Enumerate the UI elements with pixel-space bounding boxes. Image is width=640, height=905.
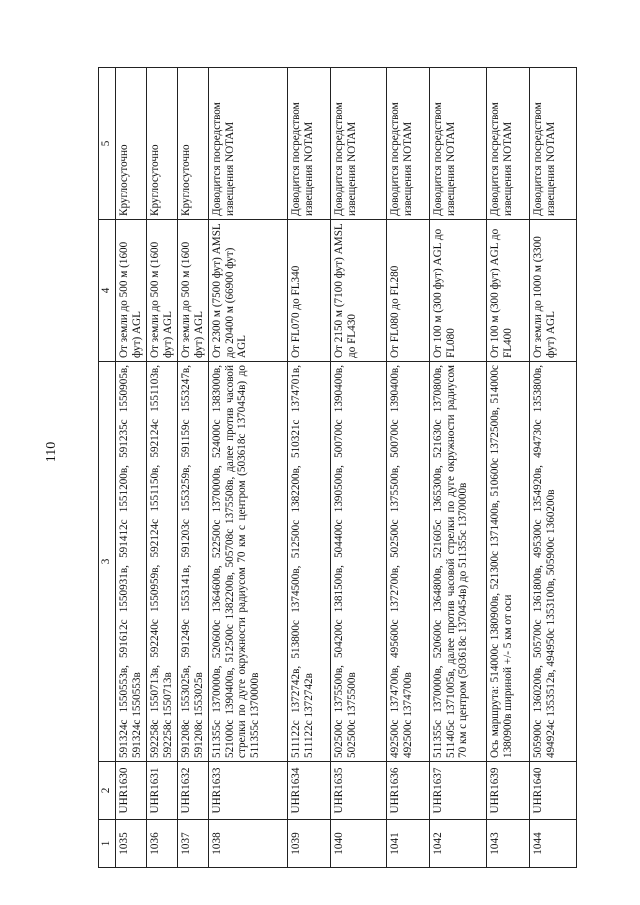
zone-operating-time: Доводится посредством извещения NOTAM (430, 68, 487, 220)
zone-altitude: От земли до 500 м (1600 фут) AGL (116, 220, 147, 362)
row-number: 1037 (178, 820, 209, 868)
zone-code: UHR1635 (331, 762, 387, 820)
zone-coordinates: 511122с 1372742в, 513800с 1374500в, 512500с 1382200в, 510321с 1374701в, 511122с 1372742в (288, 362, 331, 762)
zone-coordinates: Ось маршрута: 514000с 1380900в, 521300с 1371400в, 510600с 1372500в, 514000с 1380900в шириной +/- 5 км от оси (487, 362, 530, 762)
row-number: 1043 (487, 820, 530, 868)
table-row (147, 68, 178, 868)
zone-code: UHR1630 (116, 762, 147, 820)
zone-code: UHR1633 (209, 762, 288, 820)
header-cell: 4 (99, 220, 116, 362)
table-row (331, 68, 387, 868)
zone-operating-time: Круглосуточно (147, 68, 178, 220)
zone-code: UHR1632 (178, 762, 209, 820)
header-row (99, 68, 116, 868)
airspace-table (98, 67, 577, 868)
zone-operating-time: Доводится посредством извещения NOTAM (331, 68, 387, 220)
zone-altitude: От FL070 до FL340 (288, 220, 331, 362)
zone-altitude: От земли до 1000 м (3300 фут) AGL (530, 220, 577, 362)
table-row (530, 68, 577, 868)
row-number: 1041 (387, 820, 430, 868)
table-row (288, 68, 331, 868)
row-number: 1044 (530, 820, 577, 868)
header-cell: 1 (99, 820, 116, 868)
table-row (209, 68, 288, 868)
row-number: 1036 (147, 820, 178, 868)
header-cell: 5 (99, 68, 116, 220)
zone-operating-time: Доводится посредством извещения NOTAM (530, 68, 577, 220)
table-body (116, 68, 577, 868)
zone-operating-time: Доводится посредством извещения NOTAM (209, 68, 288, 220)
zone-coordinates: 502500с 1375500в, 504200с 1381500в, 504400с 1390500в, 500700с 1390400в, 502500с 1375500в (331, 362, 387, 762)
row-number: 1040 (331, 820, 387, 868)
zone-altitude: От 100 м (300 фут) AGL до FL400 (487, 220, 530, 362)
zone-altitude: От 100 м (300 фут) AGL до FL080 (430, 220, 487, 362)
page-number: 110 (44, 441, 59, 463)
zone-code: UHR1639 (487, 762, 530, 820)
zone-coordinates: 591208с 1553025в, 591249с 1553141в, 591203с 1553259в, 591159с 1553247в, 591208с 1553025в (178, 362, 209, 762)
zone-code: UHR1634 (288, 762, 331, 820)
row-number: 1035 (116, 820, 147, 868)
row-number: 1042 (430, 820, 487, 868)
rotated-table-container (98, 68, 596, 868)
table-row (487, 68, 530, 868)
zone-altitude: От земли до 500 м (1600 фут) AGL (147, 220, 178, 362)
zone-code: UHR1636 (387, 762, 430, 820)
zone-coordinates: 592258с 1550713в, 592240с 1550959в, 592124с 1551150в, 592124с 1551103в, 592258с 1550713в (147, 362, 178, 762)
row-number: 1039 (288, 820, 331, 868)
zone-altitude: От FL080 до FL280 (387, 220, 430, 362)
zone-operating-time: Доводится посредством извещения NOTAM (487, 68, 530, 220)
zone-code: UHR1640 (530, 762, 577, 820)
zone-altitude: От 2150 м (7100 фут) AMSL до FL430 (331, 220, 387, 362)
zone-coordinates: 492500с 1374700в, 495600с 1372700в, 502500с 1375500в, 500700с 1390400в, 492500с 1374700в (387, 362, 430, 762)
table-row (178, 68, 209, 868)
zone-coordinates: 591324с 1550553в, 591612с 1550931в, 591412с 1551200в, 591235с 1550905в, 591324с 1550553в (116, 362, 147, 762)
zone-operating-time: Круглосуточно (178, 68, 209, 220)
table-row (387, 68, 430, 868)
table-row (116, 68, 147, 868)
zone-code: UHR1631 (147, 762, 178, 820)
table-row (430, 68, 487, 868)
zone-altitude: От 2300 м (7500 фут) AMSL до 20400 м (66900 фут) AGL (209, 220, 288, 362)
header-cell: 3 (99, 362, 116, 762)
row-number: 1038 (209, 820, 288, 868)
zone-operating-time: Доводится посредством извещения NOTAM (387, 68, 430, 220)
zone-altitude: От земли до 500 м (1600 фут) AGL (178, 220, 209, 362)
header-cell: 2 (99, 762, 116, 820)
zone-coordinates: 511355с 1370000в, 520600с 1364800в, 521605с 1365300в, 521630с 1370800в, 511405с 1371005в, далее против часовой стрелки по дуге окружности радиусом 70 км с центром (503618с 1370454в) до 511355с 1370000в (430, 362, 487, 762)
zone-coordinates: 505900с 1360200в, 505700с 1361800в, 495300с 1354920в, 494730с 1353800в, 494924с 1353512в, 494950с 1353100в, 505900с 1360200в (530, 362, 577, 762)
zone-operating-time: Круглосуточно (116, 68, 147, 220)
zone-coordinates: 511355с 1370000в, 520600с 1364600в, 522500с 1370000в, 524000с 1383000в, 521000с 1390400в, 512500с 1382200в, 505708с 1375508в, далее против часовой стрелки по дуге окружности радиусом 70 км с центром (503618с 1370454в) до 511355с 1370000в (209, 362, 288, 762)
zone-code: UHR1637 (430, 762, 487, 820)
zone-operating-time: Доводится посредством извещения NOTAM (288, 68, 331, 220)
